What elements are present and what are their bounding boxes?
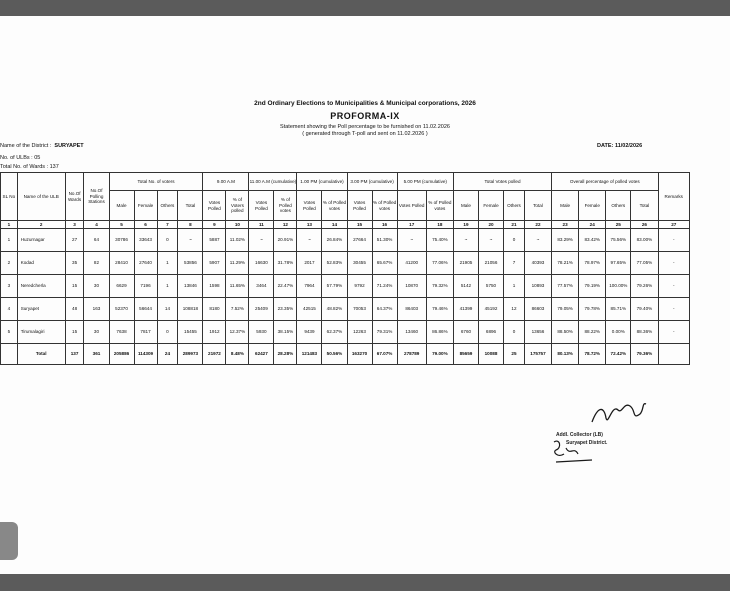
table-cell: 14 [157,298,178,321]
header-sl: SL No [1,173,18,221]
header-total: Total [631,191,658,221]
total-cell: 361 [84,344,109,365]
total-row [1,344,690,365]
table-cell: 5142 [453,275,478,298]
table-cell: 25409 [249,298,274,321]
table-row [1,275,690,298]
table-cell: 48.82% [322,298,347,321]
table-cell: Tirumalagiri [17,321,65,344]
table-cell: 64 [84,229,109,252]
table-cell: 79.31% [372,321,397,344]
table-cell: 163 [84,298,109,321]
table-cell: - [658,229,690,252]
table-cell: 21905 [453,252,478,275]
total-cell: 78.72% [579,344,606,365]
total-cell: 289973 [178,344,203,365]
total-cell: 79.00% [426,344,453,365]
table-cell: 15 [65,321,84,344]
table-cell: 79.05% [552,298,579,321]
table-cell: 45192 [478,298,503,321]
table-cell: 38.15% [274,321,297,344]
header-total-voters: Total No. of voters [109,173,203,191]
wards-value: 137 [49,164,59,170]
table-cell: 5750 [478,275,503,298]
table-cell: 6896 [478,321,503,344]
table-cell: Neredcherla [17,275,65,298]
total-cell: 50.56% [322,344,347,365]
header-1pm: 1.00 PM (cumulative) [297,173,347,191]
signature-district: Suryapet District. [566,440,608,446]
table-cell: - [658,321,690,344]
header-wards: No.Of Wards [65,173,84,221]
table-cell: 5887 [203,229,226,252]
table-cell: Suryapet [17,298,65,321]
table-cell: Kodad [17,252,65,275]
header-pct-polled: % of Polled votes [426,191,453,221]
table-cell: 79.26% [631,275,658,298]
total-cell: 62427 [249,344,274,365]
table-cell: 1 [1,229,18,252]
table-cell: 7638 [109,321,134,344]
table-cell: 83.29% [552,229,579,252]
table-cell: 30 [84,321,109,344]
table-cell: 12263 [347,321,372,344]
wards-label: Total No. of Wards : [0,164,49,170]
table-cell: 85.71% [606,298,631,321]
column-number: 24 [579,221,606,229]
table-cell: 7 [504,252,525,275]
table-cell: ~ [524,229,551,252]
table-cell: 1 [157,275,178,298]
table-cell: 48 [65,298,84,321]
table-cell: 2017 [297,252,322,275]
header-others: Others [504,191,525,221]
table-cell: 82 [84,252,109,275]
total-cell: 85659 [453,344,478,365]
column-number: 11 [249,221,274,229]
table-cell: 21056 [478,252,503,275]
table-cell: 40393 [524,252,551,275]
table-cell: 15 [65,275,84,298]
table-cell: 97.65% [606,252,631,275]
header-total: Total [524,191,551,221]
side-scroll-handle[interactable] [0,522,18,560]
table-cell: 31.78% [274,252,297,275]
table-cell: 10870 [397,275,426,298]
column-number: 12 [274,221,297,229]
table-cell: 79.78% [579,298,606,321]
poll-percentage-table [0,172,690,365]
column-number: 3 [65,221,84,229]
total-cell: 278789 [397,344,426,365]
header-votes-polled: Votes Polled [397,191,426,221]
document-page [0,16,730,574]
statement-line: Statement showing the Poll percentage to be furnished on 11.02.2026 [280,124,450,130]
header-votes-polled: Votes Polled [249,191,274,221]
table-cell: 52.83% [322,252,347,275]
table-cell: 57.79% [322,275,347,298]
table-cell: 88.22% [579,321,606,344]
header-pct-voters: % of Voters polled [226,191,249,221]
total-cell: 137 [65,344,84,365]
column-number: 14 [322,221,347,229]
table-cell: 26.84% [322,229,347,252]
table-cell: 79.32% [426,275,453,298]
column-number: 17 [397,221,426,229]
table-cell: 9439 [297,321,322,344]
total-cell [1,344,18,365]
table-cell: 86.86% [426,321,453,344]
table-cell: 78.21% [552,252,579,275]
table-cell: 7964 [297,275,322,298]
table-cell: 30455 [347,252,372,275]
table-cell: 70053 [347,298,372,321]
column-number: 16 [372,221,397,229]
total-cell: 8.48% [226,344,249,365]
table-cell: 6760 [453,321,478,344]
table-cell: 53856 [178,252,203,275]
header-remarks: Remarks [658,173,690,221]
table-cell: 11.29% [226,252,249,275]
district-label: Name of the District : [0,143,52,149]
column-number: 23 [552,221,579,229]
table-cell: 13656 [524,321,551,344]
table-cell: 100.00% [606,275,631,298]
total-cell [658,344,690,365]
total-cell: 80.13% [552,344,579,365]
table-cell: 3 [1,275,18,298]
table-cell: 83.42% [579,229,606,252]
table-cell: 77.05% [631,252,658,275]
table-cell: 79.46% [426,298,453,321]
table-cell: 5 [1,321,18,344]
table-cell: 8180 [203,298,226,321]
table-cell: 13460 [397,321,426,344]
table-cell: 22.47% [274,275,297,298]
table-cell: 71.24% [372,275,397,298]
header-female: Female [579,191,606,221]
table-cell: 15455 [178,321,203,344]
table-cell: 27 [65,229,84,252]
table-cell: 64.37% [372,298,397,321]
table-cell: 0 [504,321,525,344]
stamp-scribble [548,434,598,470]
column-number: 6 [134,221,157,229]
header-polling-stations: No.Of Polling Stations [84,173,109,221]
ulbs-info [0,155,40,161]
total-cell: 25 [504,344,525,365]
ulbs-label: No. of ULBs : [0,155,33,161]
column-number: 2 [17,221,65,229]
column-number: 21 [504,221,525,229]
signature-scribble [588,396,648,430]
ulbs-value: 05 [34,155,41,161]
header-ulb: Name of the ULB [17,173,65,221]
table-cell: 5907 [203,252,226,275]
table-cell: 83.00% [631,229,658,252]
table-cell: 65.67% [372,252,397,275]
header-11am: 11.00 A.M (cumulative) [249,173,297,191]
column-number: 27 [658,221,690,229]
column-number: 1 [1,221,18,229]
header-pct-polled: % of Polled votes [372,191,397,221]
column-number: 26 [631,221,658,229]
table-row [1,229,690,252]
table-row [1,321,690,344]
table-cell: 3464 [249,275,274,298]
table-cell: 0 [504,229,525,252]
header-votes-polled: Votes Polled [297,191,322,221]
table-cell: ~ [478,229,503,252]
column-number: 5 [109,221,134,229]
table-body [1,221,690,365]
total-cell: 10088 [478,344,503,365]
table-cell: 20.91% [274,229,297,252]
proforma-title: PROFORMA-IX [330,111,400,121]
header-female: Female [134,191,157,221]
table-cell: 77.06% [426,252,453,275]
total-cell: 205886 [109,344,134,365]
table-cell: - [658,298,690,321]
district-value: SURYAPET [54,143,84,149]
table-cell: 12.37% [226,321,249,344]
table-cell: 79.40% [631,298,658,321]
column-number: 4 [84,221,109,229]
table-cell: ~ [297,229,322,252]
table-cell: 27664 [347,229,372,252]
date-label: DATE: [597,143,614,149]
header-pct-polled: % of Polled votes [322,191,347,221]
table-cell: 108818 [178,298,203,321]
header-pct-polled: % of Polled votes [274,191,297,221]
election-title: 2nd Ordinary Elections to Municipalities & Municipal corporations, 2026 [254,100,476,107]
table-cell: 56644 [134,298,157,321]
header-male: Male [552,191,579,221]
total-cell: 79.36% [631,344,658,365]
table-cell: 88.36% [631,321,658,344]
header-female: Female [478,191,503,221]
table-cell: 79.19% [579,275,606,298]
header-others: Others [606,191,631,221]
wards-info [0,164,59,170]
table-cell: ~ [178,229,203,252]
table-cell: 28410 [109,252,134,275]
table-cell: 13846 [178,275,203,298]
table-cell: 30 [84,275,109,298]
table-cell: 62.37% [322,321,347,344]
table-cell: 1 [157,252,178,275]
date-value: 11/02/2026 [614,143,643,149]
table-cell: 33643 [134,229,157,252]
table-cell: 0.00% [606,321,631,344]
total-cell: 21972 [203,344,226,365]
total-cell: Total [17,344,65,365]
table-cell: 4 [1,298,18,321]
table-cell: 88.50% [552,321,579,344]
table-cell: ~ [249,229,274,252]
total-cell: 121483 [297,344,322,365]
table-cell: 78.97% [579,252,606,275]
column-number: 9 [203,221,226,229]
table-row [1,252,690,275]
table-cell: ~ [397,229,426,252]
header-overall-percentage: Overall percentage of polled votes [552,173,658,191]
column-number: 20 [478,221,503,229]
header-5pm: 5.00 PM (cumulative) [397,173,453,191]
table-cell: 10893 [524,275,551,298]
column-number: 7 [157,221,178,229]
district-info [0,143,84,149]
table-cell: 52370 [109,298,134,321]
column-number: 25 [606,221,631,229]
total-cell: 67.07% [372,344,397,365]
header-9am: 9.00 A.M [203,173,249,191]
column-number: 13 [297,221,322,229]
header-male: Male [453,191,478,221]
table-cell: 1 [504,275,525,298]
header-votes-polled: Votes Polled [347,191,372,221]
column-number: 19 [453,221,478,229]
column-number: 10 [226,221,249,229]
total-cell: 175757 [524,344,551,365]
table-cell: - [658,275,690,298]
column-number: 18 [426,221,453,229]
table-cell: 41399 [453,298,478,321]
table-cell: 9792 [347,275,372,298]
table-cell: 30786 [109,229,134,252]
table-cell: 75.56% [606,229,631,252]
table-cell: 0 [157,321,178,344]
column-number-row [1,221,690,229]
table-cell: 75.40% [426,229,453,252]
total-cell: 24 [157,344,178,365]
table-cell: Huzurnagar [17,229,65,252]
table-cell: 41200 [397,252,426,275]
total-cell: 72.42% [606,344,631,365]
header-others: Others [157,191,178,221]
header-votes-polled: Votes Polled [203,191,226,221]
total-cell: 114309 [134,344,157,365]
column-number: 15 [347,221,372,229]
table-cell: 1912 [203,321,226,344]
table-cell: 12 [504,298,525,321]
total-cell: 28.28% [274,344,297,365]
table-cell: 2 [1,252,18,275]
header-total: Total [178,191,203,221]
column-number: 22 [524,221,551,229]
table-cell: ~ [453,229,478,252]
header-total-votes-polled: Total Votes polled [453,173,551,191]
table-cell: 35 [65,252,84,275]
header-3pm: 3.00 PM (cumulative) [347,173,397,191]
signature-designation: Addl. Collector (LB) [556,432,603,438]
table-cell: 23.35% [274,298,297,321]
table-cell: 7817 [134,321,157,344]
table-cell: 16630 [249,252,274,275]
table-cell: - [658,252,690,275]
table-cell: 77.57% [552,275,579,298]
table-cell: 27640 [134,252,157,275]
table-cell: 5930 [249,321,274,344]
table-cell: 51.30% [372,229,397,252]
date-info [597,143,642,149]
table-cell: 1598 [203,275,226,298]
column-number: 8 [178,221,203,229]
header-male: Male [109,191,134,221]
table-cell: 7196 [134,275,157,298]
table-cell: 86403 [397,298,426,321]
table-row [1,298,690,321]
table-cell: 86603 [524,298,551,321]
generated-line: ( generated through T-poll and sent on 11.02.2026 ) [302,131,428,137]
table-cell: 7.52% [226,298,249,321]
table-cell: 6629 [109,275,134,298]
table-cell: 0 [157,229,178,252]
table-cell: 11.02% [226,229,249,252]
table-cell: 11.65% [226,275,249,298]
total-cell: 163270 [347,344,372,365]
table-cell: 42515 [297,298,322,321]
